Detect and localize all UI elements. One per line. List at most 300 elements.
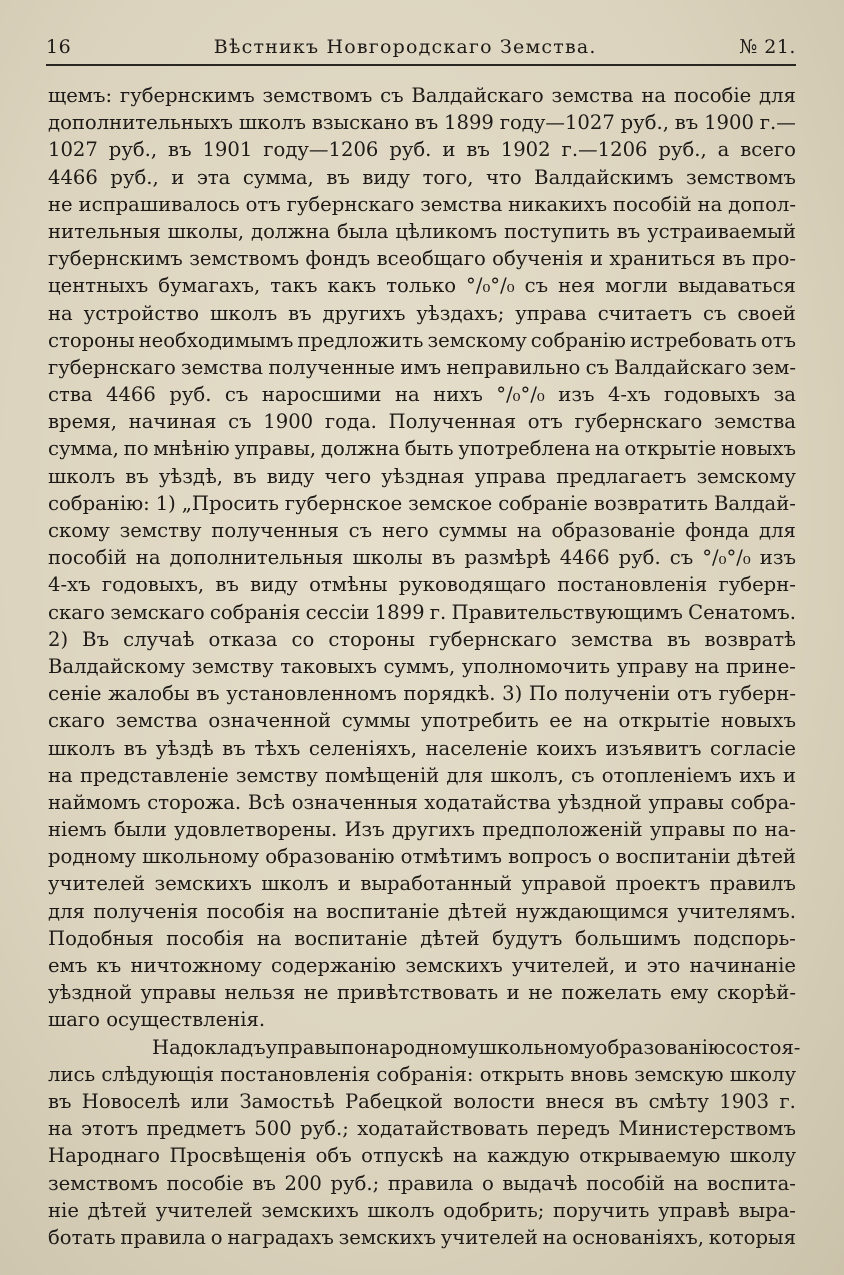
word: большимъ	[575, 926, 681, 950]
word: фонда	[685, 519, 750, 542]
word: земствомъ	[262, 84, 373, 107]
word: наградахъ	[227, 1225, 334, 1249]
word: удовлетворены.	[174, 818, 338, 842]
word: правила	[387, 1171, 474, 1195]
word: земства	[713, 410, 796, 434]
word: земства	[551, 84, 634, 107]
word: г.	[779, 1089, 796, 1113]
word: отъ	[760, 328, 796, 352]
word: выдачѣ	[502, 1171, 578, 1195]
word: земскому	[696, 464, 796, 488]
word: воспитаніи	[615, 845, 731, 869]
word: всего	[740, 138, 796, 162]
word: отопленіемъ	[601, 763, 732, 787]
word: Валдайскаго	[614, 355, 747, 379]
word: на	[673, 1171, 699, 1195]
word: изъявитъ	[605, 736, 702, 760]
word: нельзя	[224, 981, 296, 1005]
word: ніемъ	[48, 818, 107, 842]
word: управы,	[234, 437, 317, 461]
word: отказа	[208, 627, 278, 651]
word: и	[782, 763, 796, 787]
word: управы	[265, 1035, 342, 1059]
word: По	[528, 682, 558, 706]
word: полученія	[93, 899, 199, 923]
word: народному	[365, 1035, 479, 1059]
word: возвратить	[593, 491, 709, 515]
text-line	[48, 735, 796, 762]
word: эта	[196, 165, 231, 189]
word: на	[48, 301, 73, 325]
word: скаго	[48, 600, 105, 624]
word: никакихъ	[508, 192, 608, 216]
word: уполномочить	[461, 654, 611, 678]
word: скорѣй-	[716, 981, 796, 1005]
word: нея	[558, 274, 596, 298]
word: дѣтей	[87, 1198, 147, 1222]
word: образованіе	[551, 519, 676, 542]
word: такъ	[270, 274, 318, 298]
word: для	[48, 899, 85, 923]
word: неправильно	[446, 355, 581, 379]
word: или	[190, 1089, 230, 1113]
word: со	[291, 627, 315, 651]
word: уѣздѣ,	[158, 464, 224, 488]
word: въ	[616, 219, 641, 243]
word: земскихъ	[405, 954, 503, 977]
word: школу	[729, 1144, 796, 1168]
word: земское	[408, 491, 493, 515]
word: коихъ	[536, 736, 597, 760]
word: и	[337, 872, 351, 896]
word: этотъ	[81, 1117, 139, 1141]
word: руб.,	[108, 138, 158, 162]
word: 1027	[48, 138, 98, 162]
word: а	[717, 138, 730, 162]
word: въ	[666, 627, 691, 651]
word: тѣхъ	[254, 736, 301, 760]
word: смѣту	[648, 1089, 709, 1113]
word: не	[528, 981, 553, 1005]
word: скаго	[48, 709, 105, 733]
word: г.—1206	[561, 138, 648, 162]
word: дополнительныхъ	[48, 111, 234, 135]
word: на	[641, 84, 667, 107]
word: по	[732, 818, 758, 842]
word: могли	[605, 274, 668, 298]
word: содержанію	[271, 954, 397, 977]
word: сумма,	[48, 437, 119, 461]
word: уѣздахъ;	[416, 301, 505, 325]
word: собраніе	[498, 491, 588, 515]
word: воспитаніе	[294, 926, 408, 950]
word: выдаваться	[677, 274, 796, 298]
word: собра-	[730, 790, 796, 814]
text-line	[48, 979, 796, 1006]
word: воспитаніе	[326, 899, 440, 923]
word: о	[597, 845, 610, 869]
word: это	[646, 954, 681, 977]
word: съ	[224, 383, 249, 407]
word: школъ	[209, 301, 278, 325]
word: сумма,	[242, 165, 314, 189]
word: руб.	[389, 138, 432, 162]
word: земствомъ	[189, 247, 300, 271]
word: губерн-	[718, 682, 796, 706]
word: въ	[466, 138, 490, 162]
word: отъ	[676, 682, 712, 706]
word: цѣликомъ	[395, 219, 498, 243]
text-line	[48, 1034, 801, 1061]
text-line	[48, 164, 796, 191]
word: необходимымъ	[138, 328, 294, 352]
word: допол-	[728, 192, 796, 216]
word: земству	[235, 763, 318, 787]
word: размѣрѣ	[464, 546, 551, 570]
word: ботать	[48, 1225, 116, 1249]
word: предметъ	[146, 1117, 246, 1141]
word: году—1027	[499, 111, 615, 135]
word: всеобщаго	[376, 247, 486, 271]
word: лись	[48, 1062, 96, 1086]
word: фондъ	[305, 247, 371, 271]
word: должна	[320, 437, 400, 461]
word: 1899	[444, 111, 494, 135]
word: школъ	[48, 736, 116, 760]
word: земства	[115, 709, 198, 733]
word: въ	[48, 1089, 72, 1113]
word: собранію:	[48, 491, 150, 515]
word: суммы	[438, 519, 508, 542]
word: сторожа.	[147, 790, 242, 814]
word: На	[152, 1035, 181, 1059]
word: Подобныя	[48, 926, 154, 950]
word: 4-хъ	[48, 573, 91, 597]
word: на	[394, 383, 420, 407]
word: стороны	[328, 627, 415, 651]
word: земства	[420, 192, 503, 216]
word: отъ	[527, 410, 563, 434]
word: осуществленія.	[106, 1008, 266, 1032]
word: съ	[524, 274, 549, 298]
word: 1899	[374, 600, 425, 624]
text-line	[48, 952, 796, 979]
word: для	[446, 763, 484, 787]
word: истребовать	[629, 328, 757, 352]
word: °/₀°/₀	[466, 274, 515, 298]
word: 1902	[500, 138, 551, 162]
word: какъ	[327, 274, 377, 298]
word: сессіи	[305, 600, 370, 624]
word: руб.,	[658, 138, 707, 162]
word: устройство	[83, 301, 200, 325]
word: въ	[168, 138, 192, 162]
word: по	[123, 437, 149, 461]
word: управѣ	[658, 1198, 730, 1222]
word: губернскаго	[574, 410, 703, 434]
word: пожелать	[561, 981, 662, 1005]
word: г.—	[759, 111, 796, 135]
word: въ	[326, 165, 350, 189]
word: чего	[324, 464, 372, 488]
word: земскую	[634, 1062, 724, 1086]
text-line	[48, 1170, 796, 1197]
word: поручить	[553, 1198, 650, 1222]
word: Рабецкой	[344, 1089, 443, 1113]
word: селеніяхъ,	[308, 736, 417, 760]
word: въ	[674, 111, 699, 135]
word: въ	[233, 464, 257, 488]
text-line	[48, 599, 796, 626]
word: предположеній	[482, 818, 643, 842]
word: и	[506, 981, 520, 1005]
word: быть	[404, 437, 454, 461]
text-line	[48, 571, 796, 598]
word: суммъ,	[383, 654, 456, 678]
word: бумагахъ,	[158, 274, 261, 298]
word: отмѣтимъ	[400, 845, 502, 869]
word: уѣздѣ	[155, 736, 214, 760]
text-line	[48, 843, 796, 870]
word: имъ	[400, 355, 442, 379]
word: дополнительныя	[169, 546, 344, 570]
word: устраиваемый	[647, 219, 796, 243]
word: открытіе	[618, 709, 711, 733]
word: Валдайскаго	[411, 84, 544, 107]
word: виду	[250, 573, 298, 597]
word: учителей	[440, 1225, 538, 1249]
word: употреблена	[458, 437, 591, 461]
word: подспорь-	[693, 926, 796, 950]
word: нуждающимся	[515, 899, 669, 923]
text-line	[48, 626, 796, 653]
word: земскаго	[110, 600, 205, 624]
word: означенной	[208, 709, 332, 733]
word: на-	[764, 818, 796, 842]
word: годовыхъ,	[101, 573, 205, 597]
word: для	[759, 519, 796, 542]
running-header	[46, 30, 796, 66]
word: управы	[648, 790, 724, 814]
word: съ	[228, 410, 252, 434]
word: образованію	[595, 1035, 726, 1059]
text-line	[48, 191, 796, 218]
word: скому	[48, 519, 110, 542]
word: пособій	[586, 1171, 665, 1195]
word: другихъ	[322, 301, 406, 325]
text-line	[48, 816, 796, 843]
word: порядкѣ.	[403, 682, 496, 706]
word: того,	[422, 165, 474, 189]
word: употребить	[420, 709, 539, 733]
word: 1)	[155, 491, 176, 515]
word: уѣздной	[557, 790, 642, 814]
word: полученные	[268, 355, 396, 379]
word: пособія	[206, 899, 285, 923]
word: земству	[119, 519, 202, 542]
word: проектъ	[615, 872, 701, 896]
word: на	[48, 1117, 73, 1141]
word: храниться	[609, 247, 716, 271]
word: собранію	[530, 328, 626, 352]
word: жалобы	[108, 682, 190, 706]
word: земствомъ	[48, 1171, 158, 1195]
text-line	[48, 218, 796, 245]
word: привѣтствовать	[336, 981, 499, 1005]
word: школьному	[478, 1035, 596, 1059]
word: внеся	[545, 1089, 605, 1113]
word: была	[336, 219, 389, 243]
word: школьному	[142, 845, 260, 869]
word: съ	[380, 84, 404, 107]
word: и	[171, 165, 185, 189]
word: согласіе	[709, 736, 796, 760]
word: полученіи	[564, 682, 671, 706]
word: будутъ	[492, 926, 563, 950]
word: губернскаго	[286, 192, 415, 216]
word: въ	[196, 682, 220, 706]
word: наросшими	[261, 383, 382, 407]
word: 500	[254, 1117, 292, 1141]
word: руб.	[169, 383, 212, 407]
word: пособій	[48, 546, 127, 570]
word: уѣздная	[381, 464, 465, 488]
word: постановленія	[557, 573, 708, 597]
word: Просвѣщенія	[169, 1144, 307, 1168]
text-line	[48, 408, 796, 435]
word: открытіе	[624, 437, 717, 461]
text-line	[48, 707, 796, 734]
word: состоя-	[725, 1035, 801, 1059]
issue-number: № 21.	[739, 36, 796, 58]
word: помѣщеній	[325, 763, 440, 787]
word: зем-	[751, 355, 796, 379]
word: года.	[324, 410, 377, 434]
word: управы	[140, 981, 216, 1005]
word: губернскаго	[429, 627, 557, 651]
word: Министерствомъ	[618, 1117, 796, 1141]
word: нительныя	[48, 219, 161, 243]
word: дѣтей	[736, 845, 796, 869]
word: 3)	[502, 682, 523, 706]
word: постановленія	[220, 1062, 371, 1086]
word: Правительствующимъ	[451, 600, 683, 624]
word: сеніе	[48, 682, 102, 706]
word: къ	[96, 954, 122, 977]
word: съ	[585, 355, 610, 379]
text-line	[48, 109, 796, 136]
word: губернскимъ	[48, 247, 183, 271]
word: шаго	[48, 1008, 107, 1032]
word: каждую	[487, 1144, 570, 1168]
word: Въ	[82, 627, 110, 651]
word: учителей	[155, 1198, 253, 1222]
word: обученія	[492, 247, 584, 271]
word: Валдайскому	[48, 654, 186, 678]
word: что	[486, 165, 522, 189]
word: образованію	[265, 845, 395, 869]
word: изъ	[759, 546, 796, 570]
word: Изъ	[344, 818, 385, 842]
word: земства	[181, 355, 264, 379]
word: учителей	[48, 872, 146, 896]
word: управу	[616, 654, 689, 678]
word: отпускѣ	[361, 1144, 444, 1168]
word: на	[452, 1144, 478, 1168]
word: въ	[125, 464, 149, 488]
word: виду	[266, 464, 315, 488]
word: учителямъ.	[677, 899, 796, 923]
word: губернскаго	[48, 355, 176, 379]
word: съ	[571, 763, 595, 787]
word: ства	[48, 383, 93, 407]
word: полученныя	[211, 519, 339, 542]
word: въ	[722, 247, 746, 271]
word: въ	[222, 736, 246, 760]
word: о	[210, 1225, 223, 1249]
word: слѣдующія	[101, 1062, 215, 1086]
word: возвратѣ	[704, 627, 796, 651]
word: вновь	[570, 1062, 629, 1086]
word: него	[381, 519, 429, 542]
word: дѣтей	[420, 926, 480, 950]
word: °/₀°/₀	[702, 546, 751, 570]
word: уѣздной	[48, 981, 133, 1005]
word: съ	[669, 546, 694, 570]
word: означенныя	[291, 790, 418, 814]
word: вопросъ	[508, 845, 592, 869]
word: объ	[315, 1144, 352, 1168]
word: руководящаго	[398, 573, 547, 597]
text-line	[48, 870, 796, 897]
word: 200	[284, 1171, 322, 1195]
text-line	[48, 136, 796, 163]
text-line	[48, 925, 796, 952]
text-line	[48, 490, 796, 517]
word: испрашивалось	[78, 192, 240, 216]
text-line	[48, 789, 796, 816]
word: открыть	[479, 1062, 565, 1086]
word: управы	[649, 818, 726, 842]
word: ему	[670, 981, 709, 1005]
word: на	[135, 546, 161, 570]
word: школъ	[48, 464, 116, 488]
word: земствомъ	[686, 165, 796, 189]
word: открываемую	[579, 1144, 721, 1168]
word: Народнаго	[48, 1144, 160, 1168]
word: случаѣ	[123, 627, 195, 651]
word: другихъ	[391, 818, 475, 842]
word: ходатайства	[424, 790, 551, 814]
word: виду	[362, 165, 411, 189]
word: 4466	[48, 165, 98, 189]
word: руб.;	[300, 1117, 349, 1141]
word: время,	[48, 410, 117, 434]
word: въ	[288, 301, 312, 325]
word: отъ	[245, 192, 281, 216]
text-line	[48, 1142, 796, 1169]
text-line	[48, 463, 796, 490]
word: поступить	[503, 219, 610, 243]
word: своей	[737, 301, 796, 325]
word: по	[341, 1035, 366, 1059]
word: губернское	[284, 491, 403, 515]
word: съ	[348, 519, 373, 542]
text-line	[48, 435, 796, 462]
text-line	[48, 381, 796, 408]
word: земскихъ	[261, 1198, 359, 1222]
word: центныхъ	[48, 274, 149, 298]
